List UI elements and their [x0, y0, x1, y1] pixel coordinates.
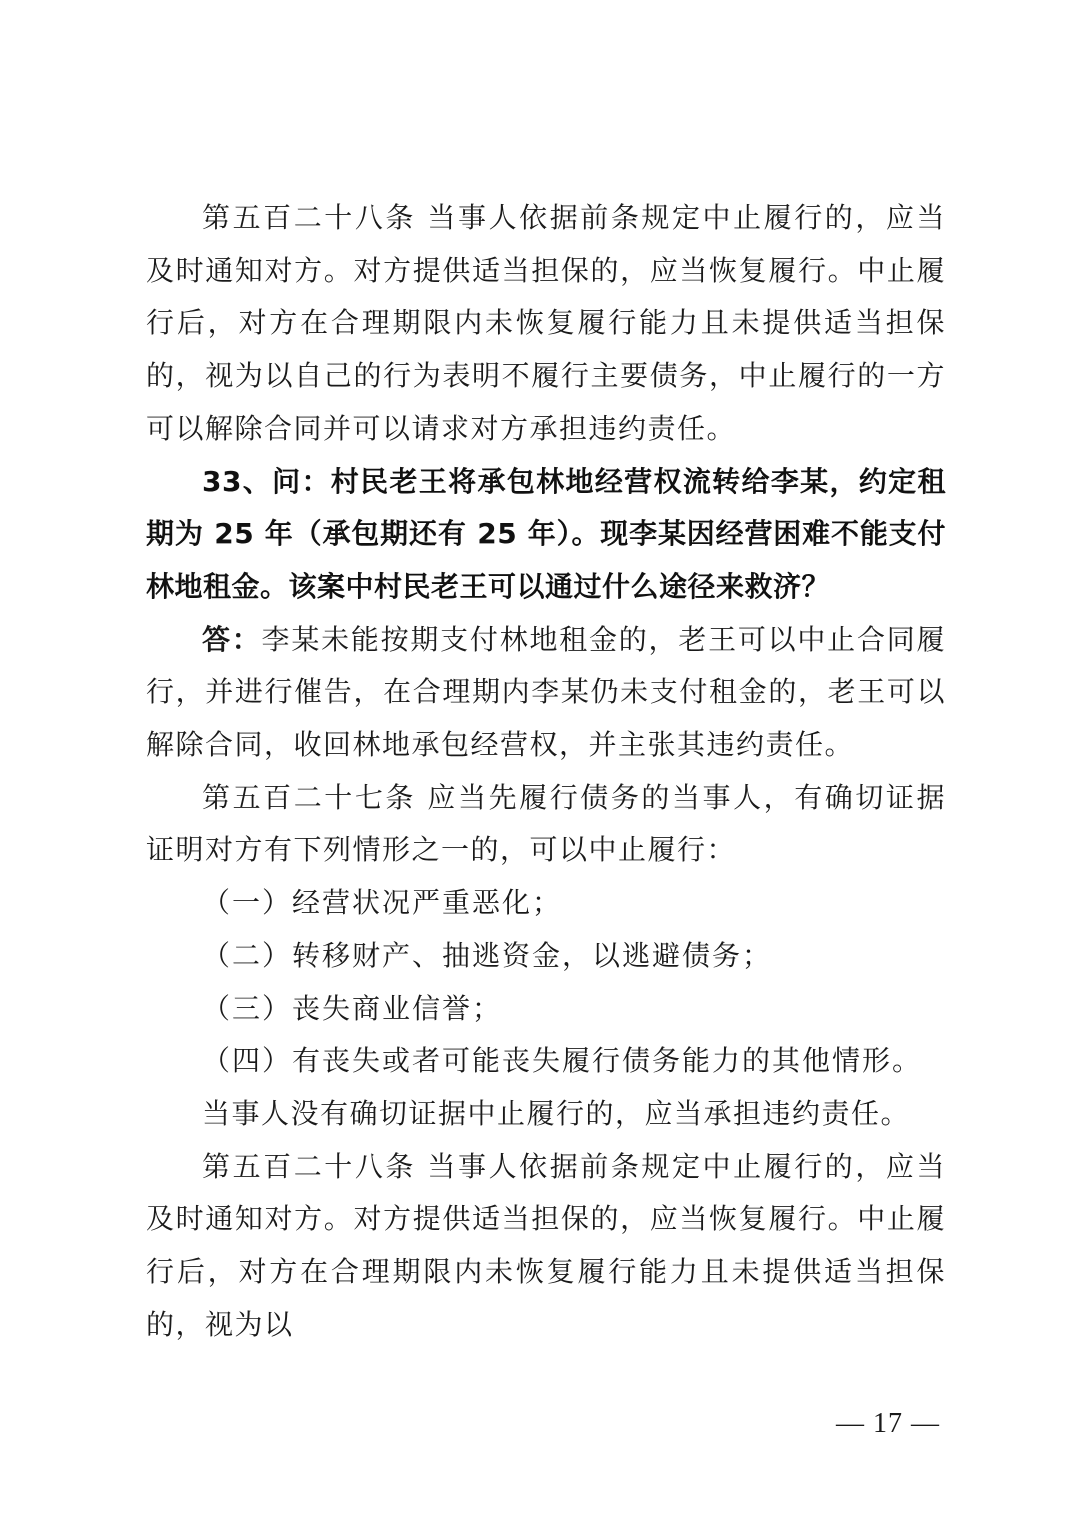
article-527-closing-paragraph: 当事人没有确切证据中止履行的，应当承担违约责任。 [202, 1096, 911, 1130]
answer-label: 答： [202, 622, 262, 656]
question-33-paragraph: 33、问：村民老王将承包林地经营权流转给李某，约定租期为 25 年（承包期还有 25 年）。现李某因经营困难不能支付林地租金。该案中村民老王可以通过什么途径来救济？ [146, 464, 946, 603]
document-body [146, 192, 946, 1351]
page-number: — 17 — [836, 1408, 940, 1439]
article-528-repeat-paragraph: 第五百二十八条 当事人依据前条规定中止履行的，应当及时通知对方。对方提供适当担保的，应当恢复履行。中止履行后，对方在合理期限内未恢复履行能力且未提供适当担保的，视为以 [146, 1149, 946, 1341]
answer-paragraph [146, 614, 946, 772]
article-528-paragraph: 第五百二十八条 当事人依据前条规定中止履行的，应当及时通知对方。对方提供适当担保的，应当恢复履行。中止履行后，对方在合理期限内未恢复履行能力且未提供适当担保的，视为以自己的行为表明不履行主要债务，中止履行的一方可以解除合同并可以请求对方承担违约责任。 [146, 201, 946, 445]
article-527-paragraph: 第五百二十七条 应当先履行债务的当事人，有确切证据证明对方有下列情形之一的，可以中止履行： [146, 780, 946, 867]
list-item-4: （四）有丧失或者可能丧失履行债务能力的其他情形。 [202, 1044, 923, 1078]
list-item-1: （一）经营状况严重恶化； [202, 886, 563, 920]
list-item-3: （三）丧失商业信誉； [202, 991, 503, 1025]
list-item-2: （二）转移财产、抽逃资金，以逃避债务； [202, 938, 773, 972]
answer-text: 李某未能按期支付林地租金的，老王可以中止合同履行，并进行催告，在合理期内李某仍未支付租金的，老王可以解除合同，收回林地承包经营权，并主张其违约责任。 [146, 622, 946, 762]
